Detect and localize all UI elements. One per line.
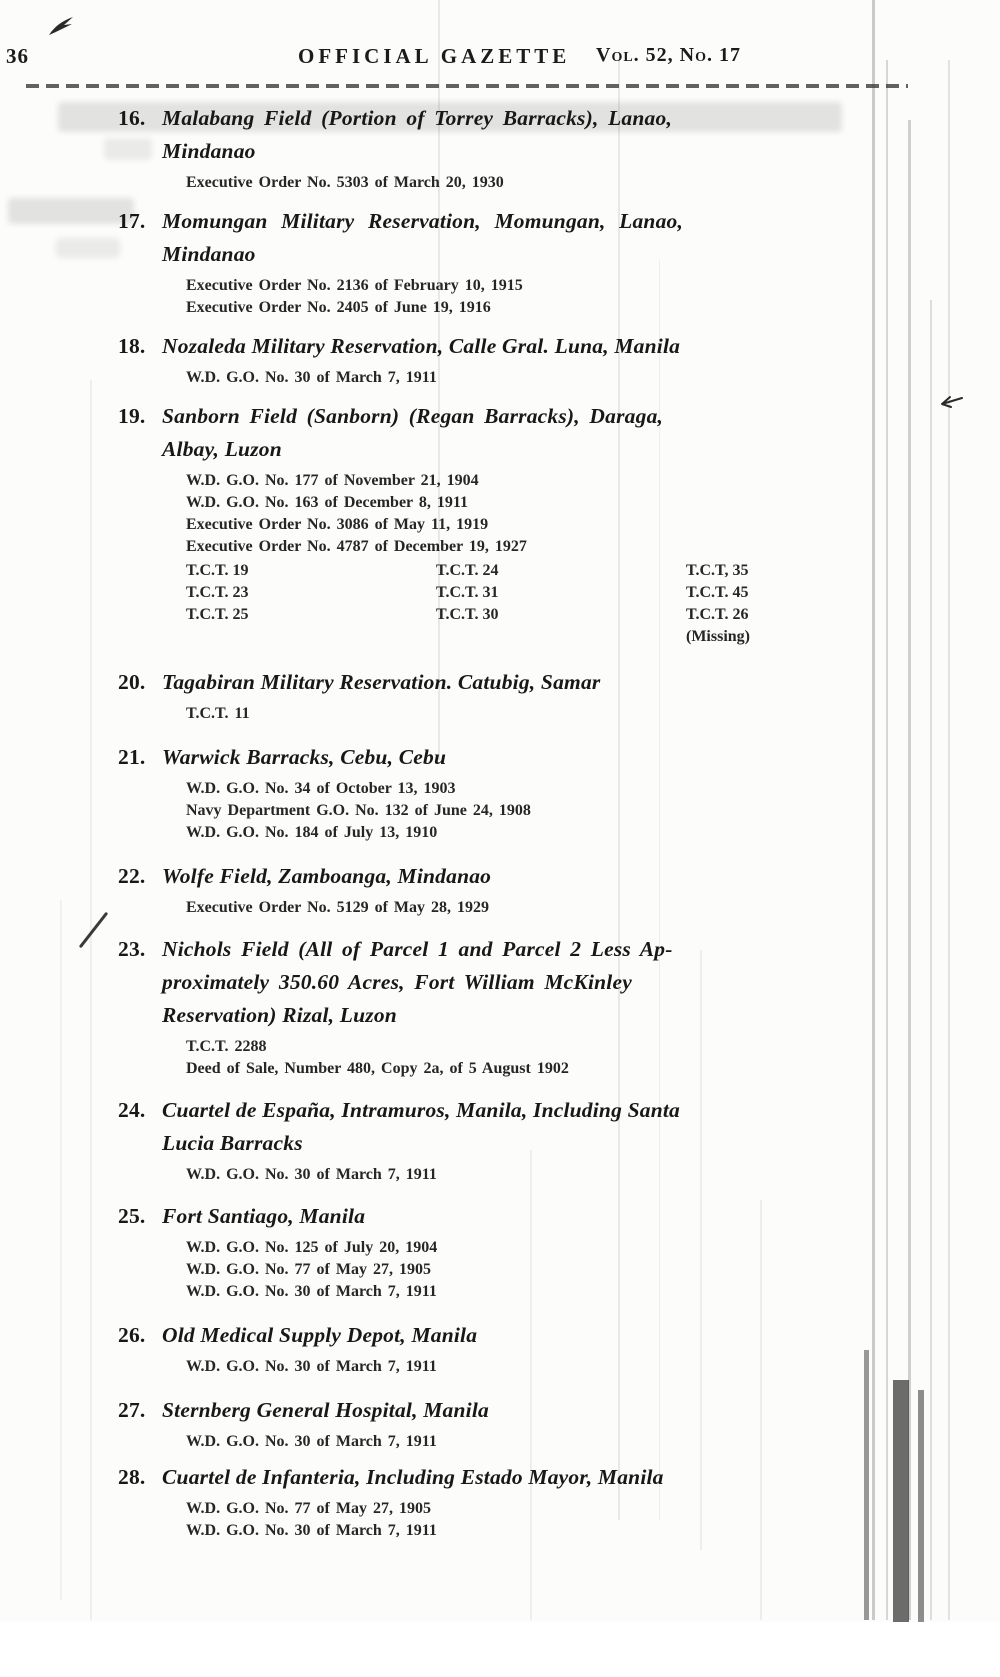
item-title-line: Lucia Barracks — [162, 1131, 303, 1155]
list-item — [118, 205, 894, 319]
reference-line: Executive Order No. 5303 of March 20, 1930 — [186, 174, 504, 191]
reference-line: W.D. G.O. No. 34 of October 13, 1903 — [186, 780, 456, 797]
reference-line: Navy Department G.O. No. 132 of June 24, 1908 — [186, 802, 531, 819]
page-title: OFFICIAL GAZETTE — [298, 44, 571, 68]
list-item — [118, 1461, 894, 1542]
page-number: 36 — [6, 44, 29, 68]
list-item — [118, 933, 894, 1080]
tct-cell: T.C.T. 26 — [686, 606, 749, 623]
item-number: 20. — [118, 670, 146, 694]
scan-streak — [948, 60, 950, 1620]
list-item — [118, 1319, 894, 1378]
item-number: 16. — [118, 106, 146, 130]
reference-line: Executive Order No. 2136 of February 10, 1915 — [186, 277, 523, 294]
tct-cell: T.C.T, 35 — [686, 562, 749, 579]
list-item — [118, 860, 894, 919]
reference-line: Deed of Sale, Number 480, Copy 2a, of 5 August 1902 — [186, 1060, 569, 1077]
list-item — [118, 102, 894, 194]
reference-line: W.D. G.O. No. 30 of March 7, 1911 — [186, 1358, 437, 1375]
item-number: 21. — [118, 745, 146, 769]
item-number: 26. — [118, 1323, 146, 1347]
reference-line: W.D. G.O. No. 77 of May 27, 1905 — [186, 1500, 431, 1517]
tct-cell: T.C.T. 45 — [686, 584, 749, 601]
item-title-line: Momungan Military Reservation, Momungan, Lanao, — [162, 209, 684, 233]
list-item — [118, 400, 894, 648]
item-number: 27. — [118, 1398, 146, 1422]
reference-line: W.D. G.O. No. 30 of March 7, 1911 — [186, 1433, 437, 1450]
scan-streak — [930, 300, 932, 1620]
reference-line: W.D. G.O. No. 177 of November 21, 1904 — [186, 472, 479, 489]
item-title-line: Sternberg General Hospital, Manila — [162, 1398, 489, 1422]
item-title-line: Wolfe Field, Zamboanga, Mindanao — [162, 864, 492, 888]
item-title-line: Warwick Barracks, Cebu, Cebu — [162, 745, 447, 769]
reference-line: W.D. G.O. No. 77 of May 27, 1905 — [186, 1261, 431, 1278]
scan-streak — [908, 120, 911, 1620]
scan-streak — [918, 1390, 924, 1622]
scan-streak — [90, 380, 92, 1620]
item-title-line: Cuartel de Infanteria, Including Estado Mayor, Manila — [162, 1465, 664, 1489]
item-title-line: Reservation) Rizal, Luzon — [162, 1003, 397, 1027]
item-number: 19. — [118, 404, 146, 428]
list-item — [118, 330, 894, 389]
item-number: 18. — [118, 334, 146, 358]
reference-line: Executive Order No. 5129 of May 28, 1929 — [186, 899, 489, 916]
scan-streak — [60, 900, 62, 1600]
reference-line: W.D. G.O. No. 30 of March 7, 1911 — [186, 1522, 437, 1539]
list-item — [118, 1200, 894, 1303]
reference-line: T.C.T. 11 — [186, 705, 250, 722]
item-number: 17. — [118, 209, 146, 233]
item-title-line: Nozaleda Military Reservation, Calle Gral. Luna, Manila — [162, 334, 681, 358]
tct-table — [186, 560, 894, 648]
handwritten-check-mark — [79, 912, 108, 949]
tct-cell: T.C.T. 19 — [186, 562, 249, 579]
header-rule — [26, 84, 908, 88]
tct-cell: T.C.T. 25 — [186, 606, 249, 623]
item-title-line: Sanborn Field (Sanborn) (Regan Barracks), Daraga, — [162, 404, 664, 428]
volume-info: Vol. 52, No. 17 — [596, 44, 742, 66]
item-number: 28. — [118, 1465, 146, 1489]
tct-cell: T.C.T. 30 — [436, 606, 499, 623]
item-number: 24. — [118, 1098, 146, 1122]
reference-line: W.D. G.O. No. 163 of December 8, 1911 — [186, 494, 468, 511]
item-title-line: Malabang Field (Portion of Torrey Barracks), Lanao, — [162, 106, 673, 130]
tct-missing-note: (Missing) — [686, 628, 750, 645]
item-title-line: Albay, Luzon — [162, 437, 282, 461]
tct-cell: T.C.T. 23 — [186, 584, 249, 601]
ink-smudge — [8, 198, 134, 224]
item-title-line: Mindanao — [162, 139, 256, 163]
reference-line: Executive Order No. 2405 of June 19, 1916 — [186, 299, 491, 316]
ink-smudge — [56, 238, 120, 258]
item-number: 25. — [118, 1204, 146, 1228]
reference-line: W.D. G.O. No. 30 of March 7, 1911 — [186, 1283, 437, 1300]
list-item — [118, 666, 894, 725]
reference-line: W.D. G.O. No. 30 of March 7, 1911 — [186, 1166, 437, 1183]
item-title-line: Tagabiran Military Reservation. Catubig, Samar — [162, 670, 601, 694]
item-title-line: Fort Santiago, Manila — [162, 1204, 366, 1228]
reference-line: W.D. G.O. No. 30 of March 7, 1911 — [186, 369, 437, 386]
item-title-line: Cuartel de España, Intramuros, Manila, Including Santa — [162, 1098, 681, 1122]
reference-line: W.D. G.O. No. 125 of July 20, 1904 — [186, 1239, 438, 1256]
list-item — [118, 1394, 894, 1453]
list-item — [118, 1094, 894, 1186]
reference-line: Executive Order No. 4787 of December 19, 1927 — [186, 538, 527, 555]
item-title-line: Old Medical Supply Depot, Manila — [162, 1323, 478, 1347]
reference-line: W.D. G.O. No. 184 of July 13, 1910 — [186, 824, 438, 841]
handwritten-arrow-mark — [938, 392, 964, 415]
list-item — [118, 741, 894, 844]
handwritten-mark — [46, 14, 76, 45]
tct-cell: T.C.T. 24 — [436, 562, 499, 579]
reservation-list — [118, 98, 894, 1544]
tct-cell: T.C.T. 31 — [436, 584, 499, 601]
item-title-line: proximately 350.60 Acres, Fort William McKinley — [162, 970, 632, 994]
item-number: 22. — [118, 864, 146, 888]
item-title-line: Nichols Field (All of Parcel 1 and Parcel 2 Less Ap- — [162, 937, 673, 961]
item-number: 23. — [118, 937, 146, 961]
scan-streak — [893, 1380, 909, 1622]
reference-line: Executive Order No. 3086 of May 11, 1919 — [186, 516, 489, 533]
item-title-line: Mindanao — [162, 242, 256, 266]
reference-line: T.C.T. 2288 — [186, 1038, 267, 1055]
